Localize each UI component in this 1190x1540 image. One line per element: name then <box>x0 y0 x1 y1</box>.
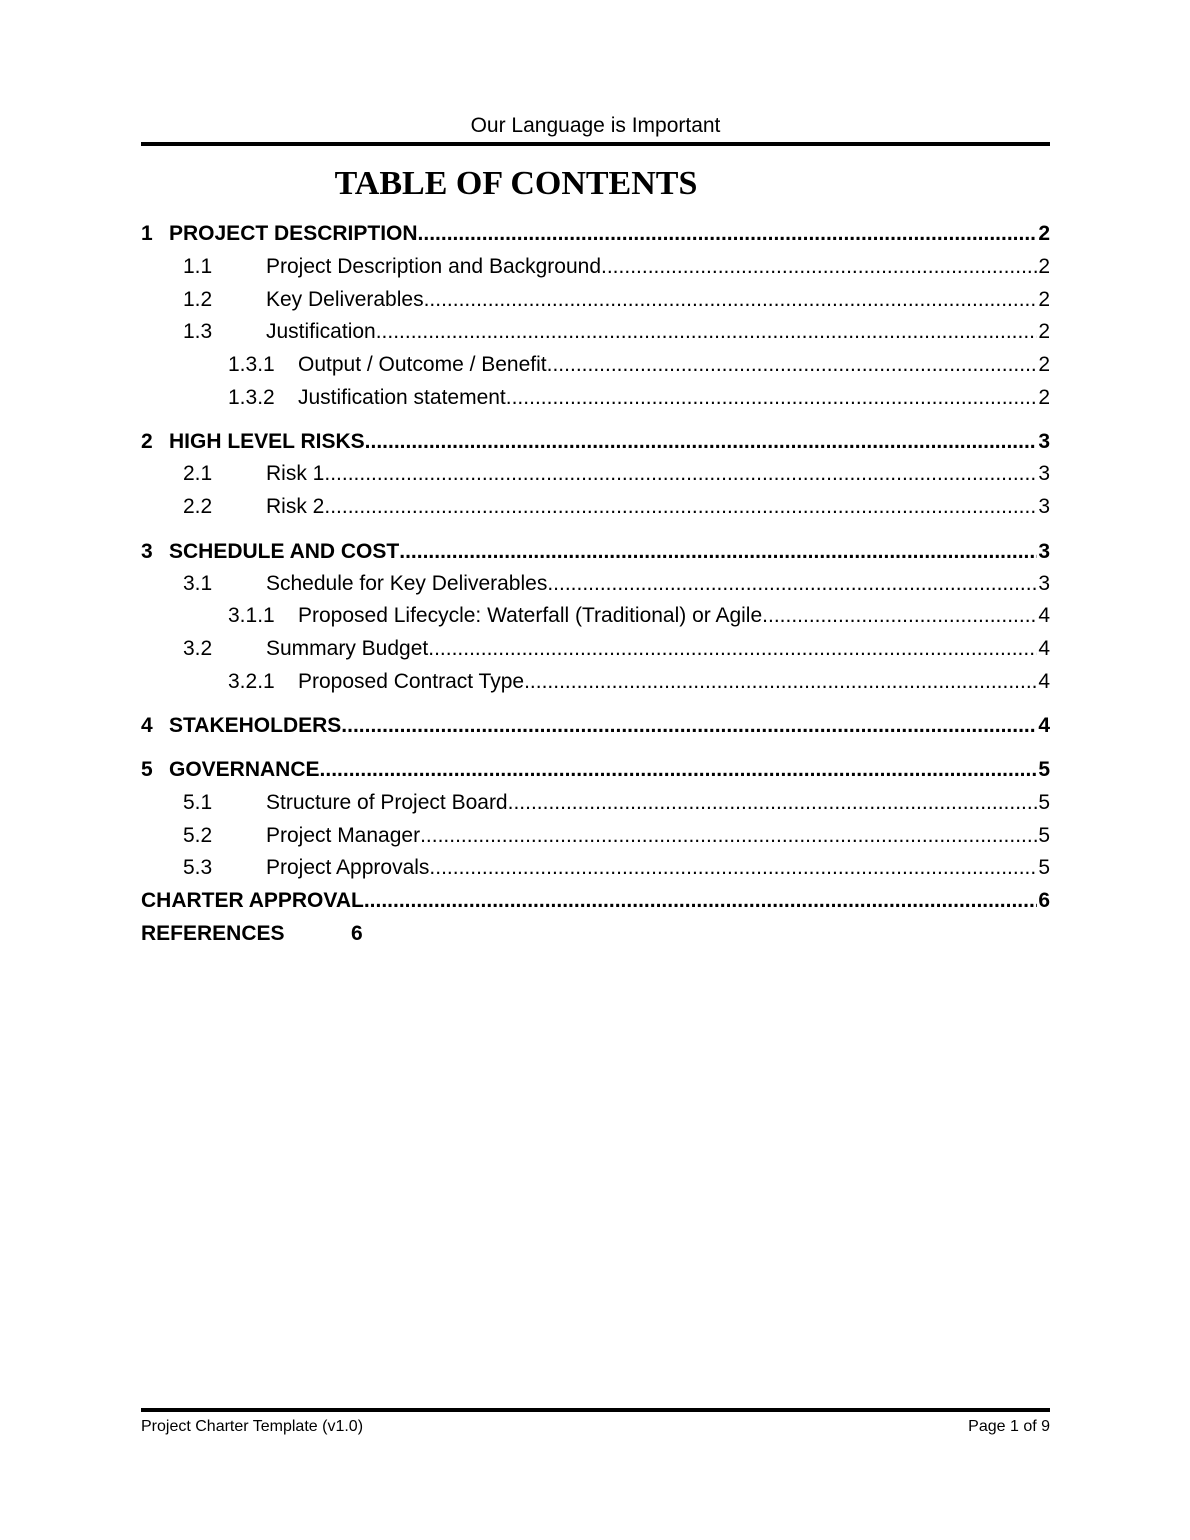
toc-entry-title: Schedule for Key Deliverables <box>266 572 548 595</box>
toc-entry-1-3-2[interactable] <box>141 383 1050 413</box>
toc-entry-1[interactable] <box>141 219 1050 249</box>
toc-entry-4[interactable] <box>141 711 1050 741</box>
toc-dot-leader <box>341 711 1037 741</box>
toc-entry-1-3-1[interactable] <box>141 350 1050 380</box>
toc-entry-charter-approval[interactable] <box>141 886 1050 916</box>
toc-entry-3[interactable] <box>141 537 1050 567</box>
toc-entry-number: 3.2 <box>183 637 213 660</box>
toc-entry-number: 3.1 <box>183 572 213 595</box>
toc-entry-number: 2.2 <box>183 495 213 518</box>
footer-divider <box>141 1408 1050 1412</box>
toc-entry-page: 2 <box>1038 386 1050 409</box>
toc-entry-page: 4 <box>1038 714 1050 737</box>
toc-dot-leader <box>324 459 1037 489</box>
toc-entry-page: 3 <box>1038 430 1050 453</box>
footer-page-number: Page 1 of 9 <box>968 1418 1050 1435</box>
toc-entry-2[interactable] <box>141 427 1050 457</box>
page-header: Our Language is Important <box>470 114 721 137</box>
toc-dot-leader <box>324 492 1037 522</box>
toc-entry-title: Proposed Contract Type <box>298 670 525 693</box>
toc-entry-page: 2 <box>1038 222 1050 245</box>
toc-dot-leader <box>524 667 1037 697</box>
toc-entry-title: PROJECT DESCRIPTION <box>169 222 418 245</box>
footer-document-title: Project Charter Template (v1.0) <box>141 1418 364 1435</box>
toc-entry-page: 4 <box>1038 670 1050 693</box>
toc-entry-number: 5 <box>141 758 153 781</box>
toc-entry-5-2[interactable] <box>141 821 1050 851</box>
toc-entry-number: 1 <box>141 222 153 245</box>
header-divider <box>141 142 1050 146</box>
toc-dot-leader <box>762 601 1037 631</box>
toc-entry-page: 3 <box>1038 495 1050 518</box>
toc-entry-5-1[interactable] <box>141 788 1050 818</box>
toc-entry-title: Project Manager <box>266 824 421 847</box>
toc-dot-leader <box>429 853 1037 883</box>
toc-dot-leader <box>506 383 1038 413</box>
toc-entry-number: 1.3 <box>183 320 213 343</box>
toc-entry-number: 1.1 <box>183 255 213 278</box>
toc-entry-number: 1.3.1 <box>228 353 275 376</box>
toc-entry-title: GOVERNANCE <box>169 758 320 781</box>
toc-dot-leader <box>418 219 1038 249</box>
toc-title: TABLE OF CONTENTS <box>334 165 698 202</box>
toc-entry-page: 5 <box>1038 791 1050 814</box>
toc-entry-number: 3.2.1 <box>228 670 275 693</box>
toc-entry-page: 6 <box>1038 889 1050 912</box>
toc-entry-page: 3 <box>1038 540 1050 563</box>
toc-entry-title: Risk 2 <box>266 495 325 518</box>
toc-entry-3-1[interactable] <box>141 569 1050 599</box>
toc-dot-leader <box>424 285 1038 315</box>
toc-entry-title: Summary Budget <box>266 637 429 660</box>
toc-entry-page: 2 <box>1038 353 1050 376</box>
toc-entry-5-3[interactable] <box>141 853 1050 883</box>
toc-entry-title: Output / Outcome / Benefit <box>298 353 547 376</box>
toc-dot-leader <box>547 350 1038 380</box>
toc-entry-number: 3.1.1 <box>228 604 275 627</box>
toc-entry-1-3[interactable] <box>141 317 1050 347</box>
toc-entry-number: 5.2 <box>183 824 213 847</box>
toc-entry-title: HIGH LEVEL RISKS <box>169 430 365 453</box>
toc-dot-leader <box>420 821 1037 851</box>
toc-entry-title: Key Deliverables <box>266 288 424 311</box>
toc-entry-page: 4 <box>1038 637 1050 660</box>
toc-entry-3-1-1[interactable] <box>141 601 1050 631</box>
toc-entry-3-2[interactable] <box>141 634 1050 664</box>
toc-entry-page: 3 <box>1038 462 1050 485</box>
toc-dot-leader <box>508 788 1038 818</box>
toc-entry-title: Proposed Lifecycle: Waterfall (Traditional) or Agile <box>298 604 763 627</box>
toc-entry-page: 2 <box>1038 288 1050 311</box>
toc-entry-page: 5 <box>1038 758 1050 781</box>
toc-entry-number: 4 <box>141 714 153 737</box>
toc-dot-leader <box>365 427 1038 457</box>
toc-entry-title: REFERENCES <box>141 922 285 945</box>
toc-entry-page: 2 <box>1038 255 1050 278</box>
toc-entry-page: 2 <box>1038 320 1050 343</box>
toc-entry-title: Justification <box>266 320 376 343</box>
toc-dot-leader <box>364 886 1037 916</box>
toc-entry-1-1[interactable] <box>141 252 1050 282</box>
toc-entry-number: 5.3 <box>183 856 213 879</box>
toc-entry-page: 5 <box>1038 824 1050 847</box>
toc-entry-number: 1.3.2 <box>228 386 275 409</box>
toc-dot-leader <box>428 634 1037 664</box>
toc-entry-page: 4 <box>1038 604 1050 627</box>
toc-entry-references[interactable] <box>141 919 363 949</box>
toc-entry-title: Justification statement <box>298 386 506 409</box>
toc-entry-number: 2 <box>141 430 153 453</box>
toc-dot-leader <box>601 252 1037 282</box>
toc-dot-leader <box>376 317 1038 347</box>
toc-entry-title: Project Description and Background <box>266 255 602 278</box>
toc-entry-2-1[interactable] <box>141 459 1050 489</box>
toc-entry-title: SCHEDULE AND COST <box>169 540 400 563</box>
toc-entry-title: CHARTER APPROVAL <box>141 889 364 912</box>
toc-entry-5[interactable] <box>141 755 1050 785</box>
toc-entry-3-2-1[interactable] <box>141 667 1050 697</box>
toc-dot-leader <box>320 755 1038 785</box>
toc-entry-2-2[interactable] <box>141 492 1050 522</box>
toc-dot-leader <box>547 569 1037 599</box>
toc-entry-1-2[interactable] <box>141 285 1050 315</box>
toc-entry-number: 2.1 <box>183 462 213 485</box>
toc-entry-title: Risk 1 <box>266 462 325 485</box>
toc-entry-page: 6 <box>351 922 363 945</box>
toc-entry-page: 3 <box>1038 572 1050 595</box>
toc-entry-title: Structure of Project Board <box>266 791 508 814</box>
toc-entry-number: 3 <box>141 540 153 563</box>
toc-entry-number: 1.2 <box>183 288 213 311</box>
toc-entry-page: 5 <box>1038 856 1050 879</box>
toc-entry-number: 5.1 <box>183 791 213 814</box>
toc-dot-leader <box>399 537 1037 567</box>
toc-entry-title: STAKEHOLDERS <box>169 714 342 737</box>
toc-entry-title: Project Approvals <box>266 856 430 879</box>
